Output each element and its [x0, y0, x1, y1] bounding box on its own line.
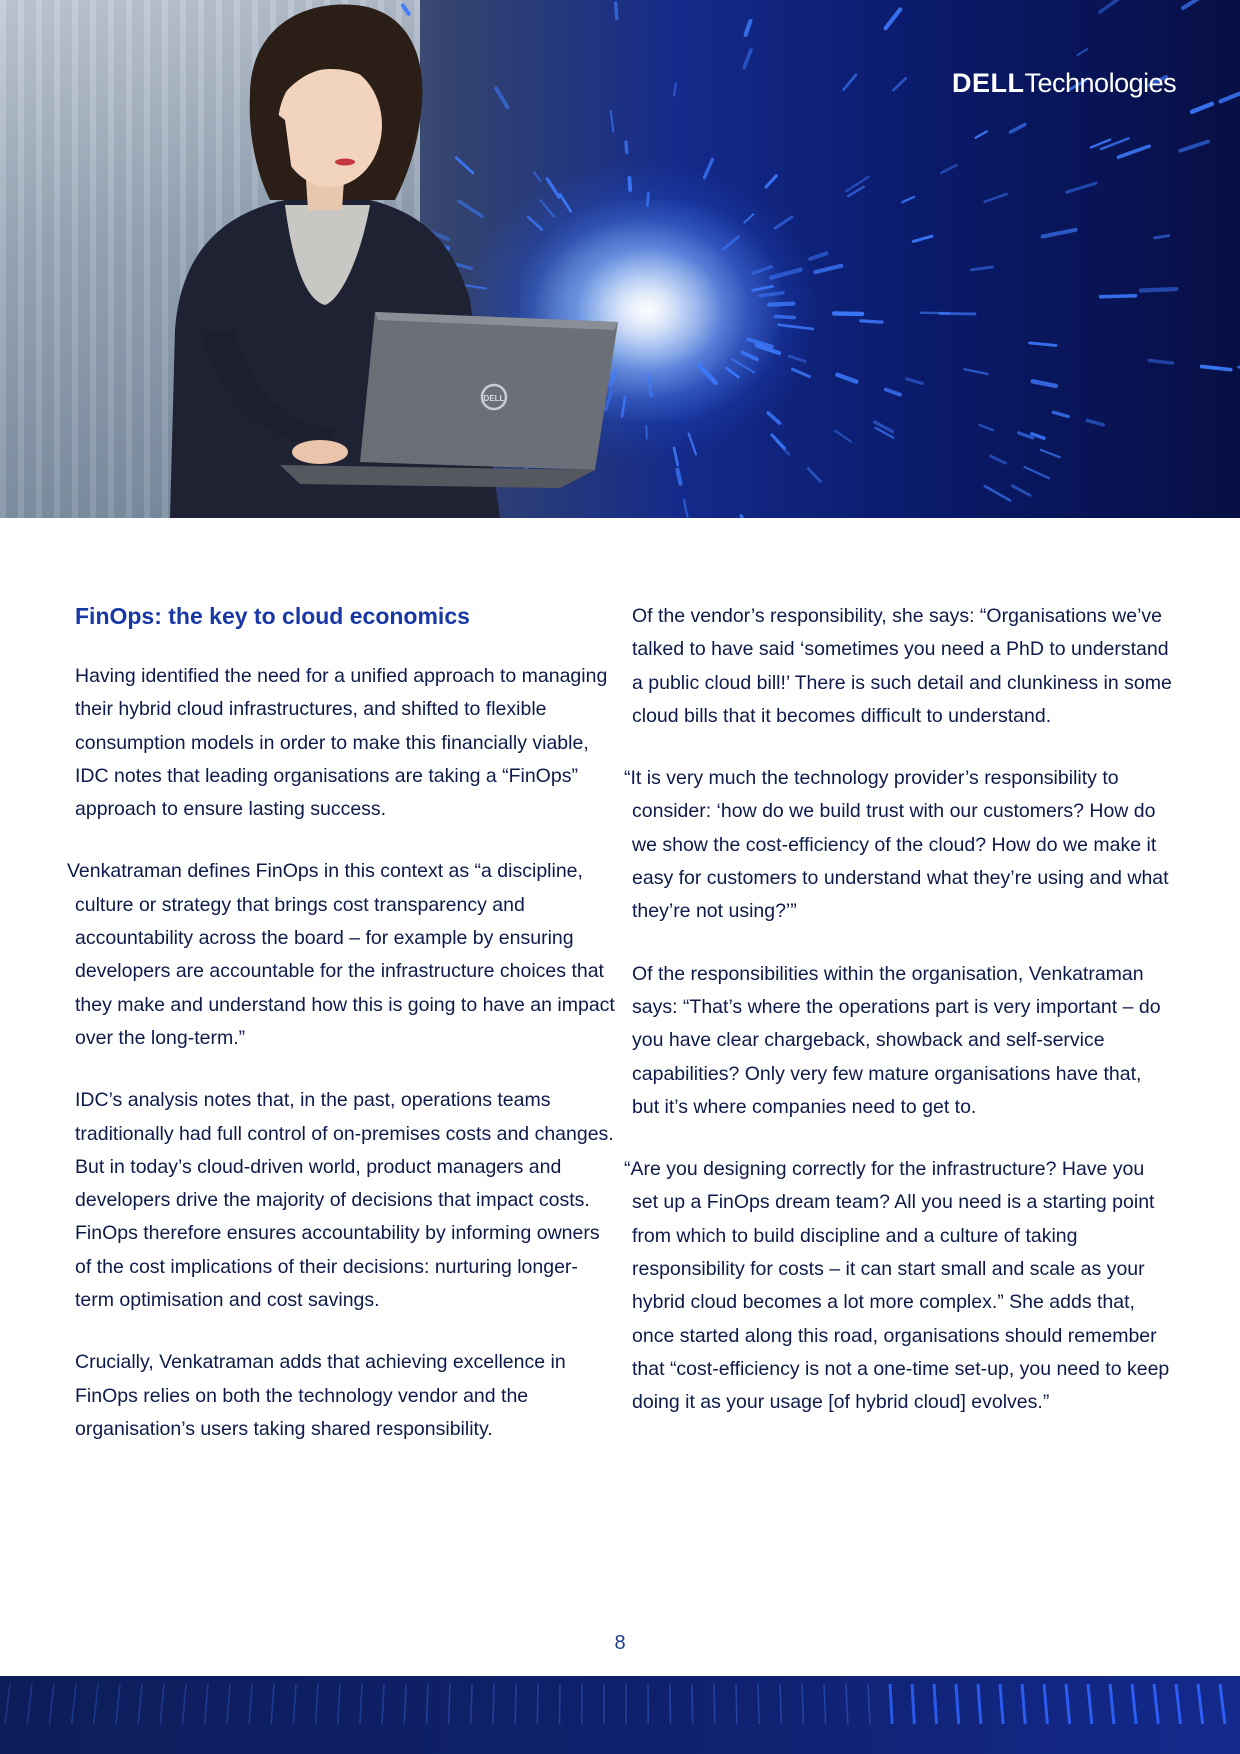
- woman-with-laptop-illustration: [0, 0, 700, 518]
- footer-streak: [912, 1684, 914, 1724]
- hero-streak: [991, 456, 1006, 463]
- footer-streak: [205, 1684, 208, 1724]
- hero-streak: [1119, 146, 1150, 157]
- footer-streak: [714, 1684, 715, 1724]
- hero-streak: [744, 50, 751, 67]
- footer-streak: [802, 1684, 803, 1724]
- hero-streak: [753, 286, 773, 290]
- footer-streak: [1088, 1684, 1092, 1724]
- footer-streak: [1220, 1684, 1225, 1724]
- footer-streak: [1198, 1684, 1203, 1724]
- footer-streak: [160, 1684, 164, 1724]
- right-paragraph-4: “Are you designing correctly for the infrastructure? Have you set up a FinOps dream team? All you need is a starting point from which to build discipline and a culture of taking responsibility for costs – it can start small and scale as your hybrid cloud becomes a lot more complex.” She adds that, once started along this road, organisations should remember that “cost-efficiency is not a one-time set-up, you need to keep doing it as your usage [of hybrid cloud] evolves.”: [624, 1158, 1170, 1414]
- footer-streak: [271, 1684, 274, 1724]
- hero-streak: [834, 313, 862, 314]
- hero-streak: [886, 9, 901, 28]
- logo-secondary: Technologies: [1024, 68, 1177, 98]
- hero-streak: [1202, 367, 1231, 370]
- hero-streak: [844, 75, 856, 90]
- hero-streak: [1033, 381, 1056, 386]
- hero-streak: [861, 321, 882, 322]
- footer-streak: [1176, 1684, 1180, 1724]
- footer-streak: [736, 1684, 737, 1724]
- hero-streak: [1141, 289, 1176, 291]
- footer-streak: [138, 1684, 142, 1724]
- footer-streak: [94, 1684, 98, 1724]
- footer-streak: [426, 1684, 428, 1724]
- hero-streak: [913, 236, 932, 241]
- hero-streak: [1180, 142, 1208, 151]
- footer-streak: [780, 1684, 781, 1724]
- footer-streak: [1022, 1684, 1025, 1724]
- hero-streak: [886, 390, 901, 395]
- hero-streak: [779, 325, 813, 329]
- hero-streak: [723, 237, 738, 250]
- footer-streak: [227, 1684, 230, 1724]
- right-paragraph-1: Of the vendor’s responsibility, she says: “Organisations we’ve talked to have said ‘sometimes you need a PhD to understand a public cloud bill!’ There is such detail and clunkiness in some cloud bills that it becomes difficult to understand.: [632, 605, 1172, 727]
- hero-streak: [985, 486, 1010, 501]
- hero-streak: [772, 435, 784, 448]
- right-paragraph-3: Of the responsibilities within the organisation, Venkatraman says: “That’s where the operations part is very important – do you have clear chargeback, showback and self-service capabilities? Only very few mature organisations have that, but it’s where companies need to get to.: [632, 962, 1161, 1118]
- footer-streak: [493, 1684, 494, 1724]
- hero-streak: [771, 270, 800, 278]
- hero-streak: [743, 353, 757, 360]
- page-number: 8: [614, 1632, 626, 1654]
- logo-primary: DELL: [952, 68, 1025, 98]
- left-paragraph-3: IDC’s analysis notes that, in the past, operations teams traditionally had full control of on-premises costs and changes. But in today’s cloud-driven world, product managers and developers drive the majority of decisions that impact costs. FinOps therefore ensures accountability by informing owners of the cost implications of their decisions: nurturing longer-term optimisation and cost savings.: [75, 1089, 614, 1312]
- left-paragraph-4: Crucially, Venkatraman adds that achieving excellence in FinOps relies on both the technology vendor and the organisation’s users taking shared responsibility.: [75, 1351, 566, 1440]
- hero-streak: [769, 304, 793, 305]
- hero-streak: [810, 253, 826, 259]
- hero-streak: [775, 217, 792, 228]
- footer-streak: [1154, 1684, 1158, 1724]
- hero-streak: [980, 425, 993, 430]
- hero-streak: [964, 369, 987, 374]
- left-paragraph-2: Venkatraman defines FinOps in this context as “a discipline, culture or strategy that brings cost transparency and accountability across the board – for example by ensuring developers are accountable for the infrastructure choices that they make and understand how this is going to have an impact over the long-term.”: [67, 860, 615, 1049]
- hero-streak: [1011, 125, 1025, 133]
- hero-streak: [1087, 420, 1103, 424]
- footer-streak: [824, 1684, 826, 1724]
- hero-streak: [1221, 94, 1240, 102]
- hero-streak: [837, 375, 856, 382]
- footer-streak: [183, 1684, 187, 1724]
- laptop-badge-text: DELL: [483, 394, 505, 403]
- hero-streak: [1149, 360, 1172, 363]
- hero-streak: [971, 267, 992, 270]
- hero-streak: [1067, 183, 1096, 192]
- footer-streak: [890, 1684, 892, 1724]
- hero-streak: [775, 317, 794, 318]
- hero-streak: [1078, 49, 1088, 55]
- right-column: [624, 600, 1172, 1449]
- footer-streak: [316, 1684, 318, 1724]
- hero-streak: [789, 356, 805, 361]
- footer-streak: [692, 1684, 693, 1724]
- left-paragraph-1: Having identified the need for a unified approach to managing their hybrid cloud infrastructures, and shifted to flexible consumption models in order to make this financially viable, IDC notes that leading organisations are taking a “FinOps” approach to ensure lasting success.: [75, 665, 608, 821]
- hero-streak: [768, 413, 779, 423]
- footer-streak: [249, 1684, 252, 1724]
- footer-streak: [1132, 1684, 1136, 1724]
- hero-image: [0, 0, 1240, 518]
- footer-streak: [1000, 1684, 1003, 1724]
- footer-streak: [978, 1684, 981, 1724]
- dell-technologies-logo: [952, 68, 1176, 104]
- hero-streak: [1043, 230, 1076, 237]
- hero-streak: [793, 369, 810, 376]
- footer-streak: [1066, 1684, 1070, 1724]
- hero-streak: [1155, 236, 1169, 238]
- hero-streak: [1012, 486, 1030, 495]
- hero-streak: [760, 293, 783, 296]
- hero-streak: [1041, 450, 1060, 457]
- footer-streak: [956, 1684, 959, 1724]
- footer-streak: [758, 1684, 759, 1724]
- hero-streak: [875, 422, 893, 431]
- footer-streak: [934, 1684, 937, 1724]
- footer-streak: [1044, 1684, 1047, 1724]
- hero-streak: [1183, 0, 1199, 8]
- footer-streak: [868, 1684, 870, 1724]
- footer-streak: [27, 1684, 32, 1724]
- hero-streak: [808, 469, 820, 482]
- footer-streak: [360, 1684, 362, 1724]
- footer-streak: [338, 1684, 340, 1724]
- footer-streak: [5, 1684, 10, 1724]
- footer-streak: [293, 1684, 296, 1724]
- hero-streak: [903, 197, 915, 202]
- footer-streak-pattern: [0, 1676, 1240, 1754]
- right-paragraph-2: “It is very much the technology provider’s responsibility to consider: ‘how do we build trust with our customers? How do we show the cost-efficiency of the cloud? How do we make it easy for customers to understand what they’re using and what they’re not using?’”: [624, 767, 1169, 923]
- hero-streak: [1030, 343, 1056, 346]
- hero-streak: [1100, 0, 1118, 12]
- footer-streak: [1110, 1684, 1114, 1724]
- hero-streak: [846, 177, 868, 191]
- hero-streak: [1101, 296, 1136, 297]
- footer-streak: [382, 1684, 384, 1724]
- footer-streak: [404, 1684, 406, 1724]
- footer-band: [0, 1676, 1240, 1754]
- hero-streak: [835, 431, 851, 442]
- hero-streak: [941, 165, 956, 173]
- footer-streak: [49, 1684, 54, 1724]
- hero-streak: [744, 214, 753, 223]
- hero-streak: [1025, 467, 1049, 478]
- hero-streak: [727, 368, 739, 377]
- footer-streak: [846, 1684, 848, 1724]
- hero-streak: [985, 194, 1007, 202]
- hero-streak: [1101, 138, 1128, 149]
- hero-streak: [699, 366, 715, 383]
- hero-streak: [746, 21, 751, 35]
- hero-streak: [1192, 104, 1212, 112]
- footer-streak: [449, 1684, 450, 1724]
- footer-streak: [116, 1684, 120, 1724]
- hero-streak: [893, 78, 906, 90]
- hero-streak: [754, 267, 772, 274]
- footer-streak: [537, 1684, 538, 1724]
- hero-streak: [741, 516, 749, 518]
- left-column: [67, 600, 615, 1475]
- hero-streak: [907, 379, 923, 384]
- hero-streak: [732, 359, 754, 372]
- hero-streak: [1053, 412, 1068, 416]
- hero-streak: [816, 266, 842, 272]
- section-heading: FinOps: the key to cloud economics: [75, 603, 470, 629]
- footer-streak: [471, 1684, 472, 1724]
- footer-streak: [72, 1684, 76, 1724]
- hero-streak: [766, 176, 776, 187]
- hero-streak: [976, 131, 987, 137]
- footer-streak: [515, 1684, 516, 1724]
- hero-streak: [704, 159, 712, 177]
